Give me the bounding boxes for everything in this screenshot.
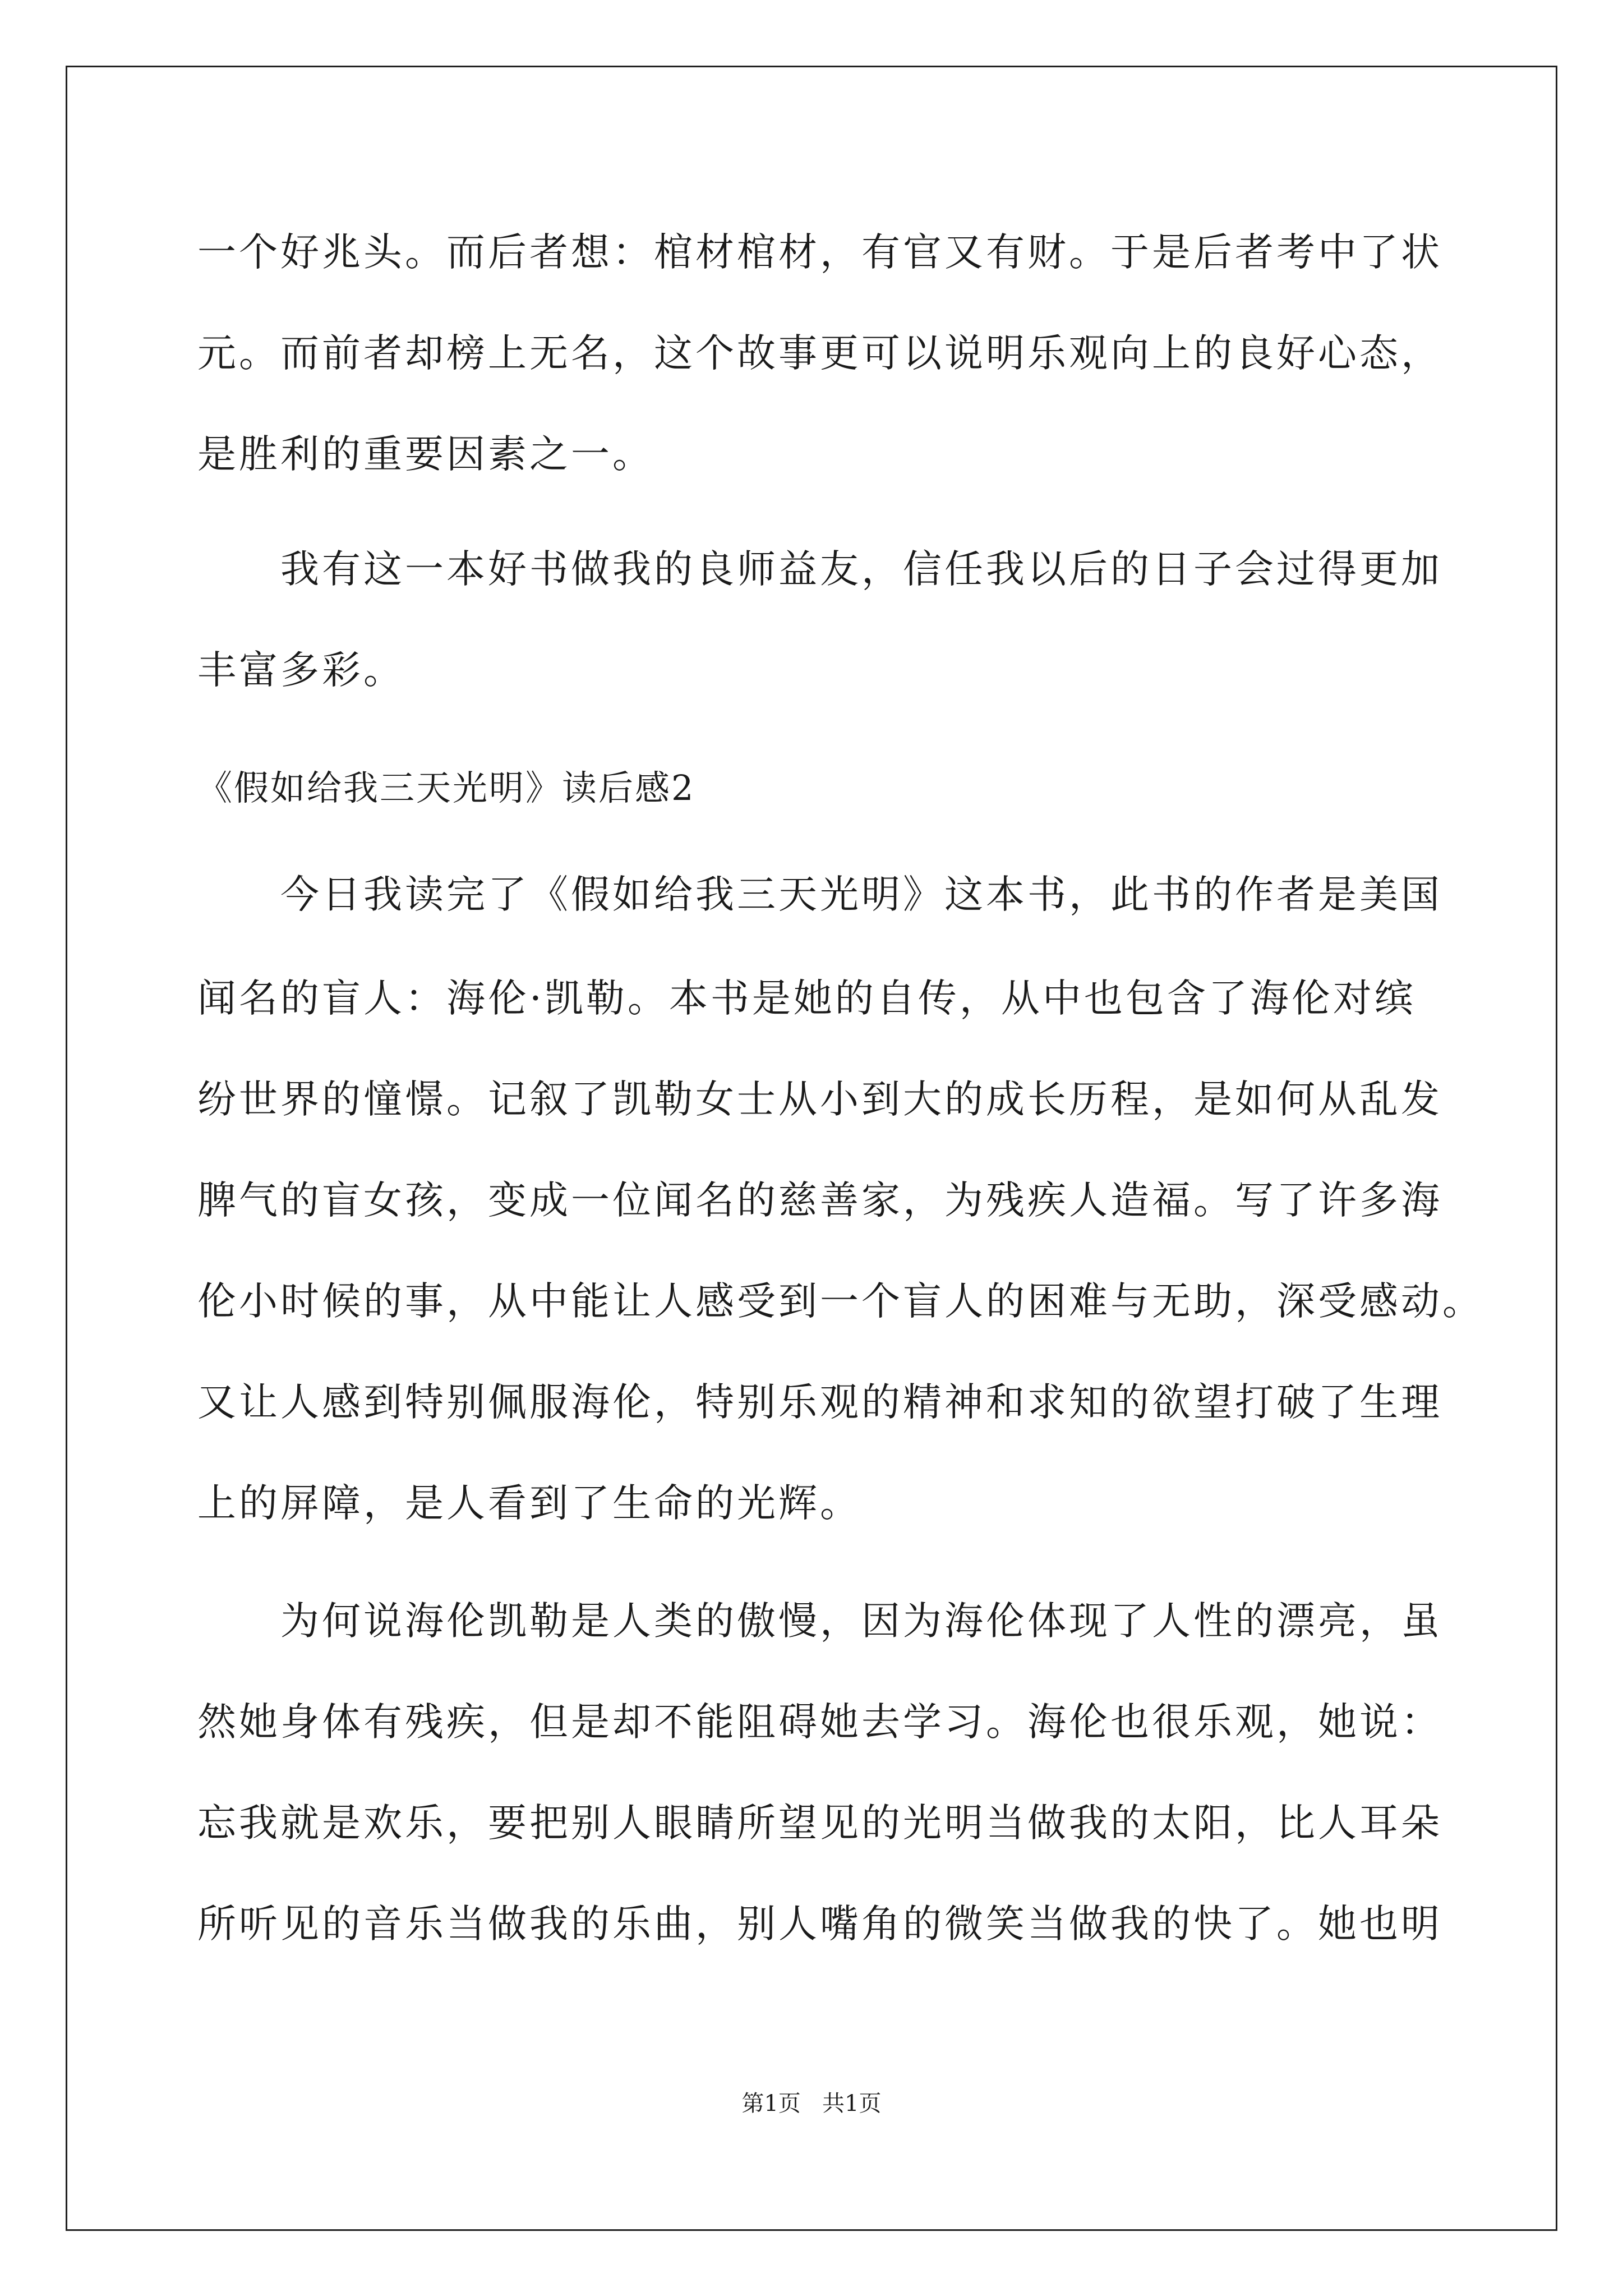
page-footer: 第1页 共1页 [741, 2091, 882, 2116]
paragraph-line: 上的屏障，是人看到了生命的光辉。 [197, 1481, 861, 1526]
paragraph-line: 闻名的盲人：海伦·凯勒。本书是她的自传，从中也包含了海伦对缤 [197, 976, 1416, 1021]
paragraph-line: 丰富多彩。 [197, 648, 405, 693]
paragraph-line: 伦小时候的事，从中能让人感受到一个盲人的困难与无助，深受感动。 [197, 1279, 1484, 1324]
paragraph-line: 我有这一本好书做我的良师益友，信任我以后的日子会过得更加 [280, 547, 1442, 592]
paragraph-line: 又让人感到特别佩服海伦，特别乐观的精神和求知的欲望打破了生理 [197, 1380, 1442, 1425]
paragraph-line: 是胜利的重要因素之一。 [197, 432, 654, 477]
paragraph-line: 为何说海伦凯勒是人类的傲慢，因为海伦体现了人性的漂亮，虽 [280, 1599, 1442, 1644]
paragraph-line: 今日我读完了《假如给我三天光明》这本书，此书的作者是美国 [280, 872, 1442, 917]
paragraph-line: 脾气的盲女孩，变成一位闻名的慈善家，为残疾人造福。写了许多海 [197, 1178, 1442, 1223]
paragraph-line: 纷世界的憧憬。记叙了凯勒女士从小到大的成长历程，是如何从乱发 [197, 1077, 1442, 1122]
paragraph-line: 元。而前者却榜上无名，这个故事更可以说明乐观向上的良好心态， [197, 331, 1442, 376]
paragraph-line: 忘我就是欢乐，要把别人眼睛所望见的光明当做我的太阳，比人耳朵 [197, 1801, 1442, 1846]
paragraph-line: 所听见的音乐当做我的乐曲，别人嘴角的微笑当做我的快了。她也明 [197, 1902, 1442, 1947]
paragraph-line: 然她身体有残疾，但是却不能阻碍她去学习。海伦也很乐观，她说： [197, 1700, 1442, 1745]
section-heading: 《假如给我三天光明》读后感2 [197, 767, 695, 808]
paragraph-line: 一个好兆头。而后者想：棺材棺材，有官又有财。于是后者考中了状 [197, 230, 1442, 275]
